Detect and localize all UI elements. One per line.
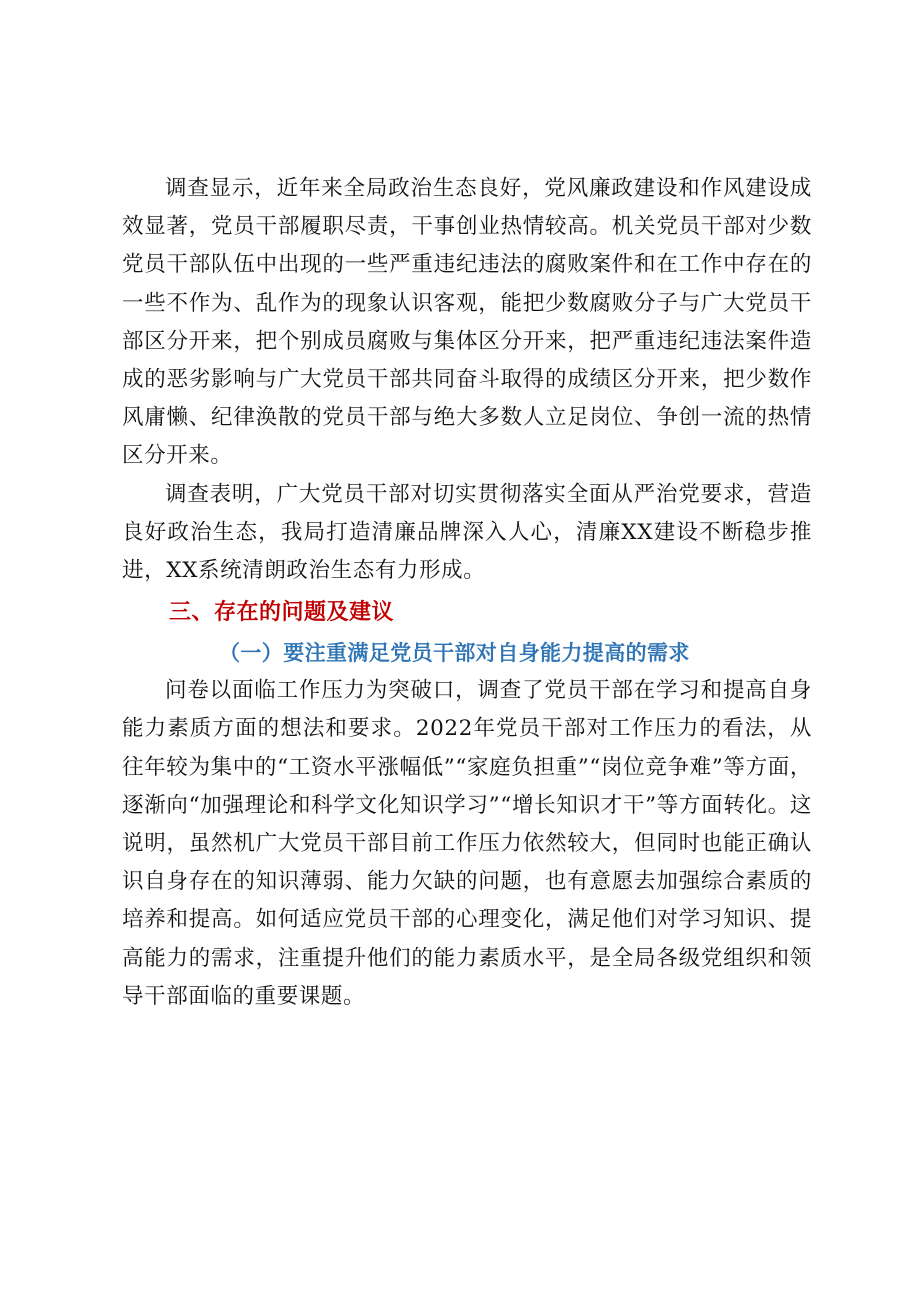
- paragraph-survey-conclusion: 调查表明，广大党员干部对切实贯彻落实全面从严治党要求，营造良好政治生态，我局打造清廉品牌深入人心，清廉XX建设不断稳步推进，XX系统清朗政治生态有力形成。: [122, 481, 812, 584]
- section-heading-problems-suggestions: 三、存在的问题及建议: [169, 600, 395, 626]
- paragraph-work-pressure: 问卷以面临工作压力为突破口，调查了党员干部在学习和提高自身能力素质方面的想法和要求。2022年党员干部对工作压力的看法，从往年较为集中的“工资水平涨幅低”“家庭负担重”“岗位竞争难”等方面，逐渐向“加强理论和科学文化知识学习”“增长知识才干”等方面转化。这说明，虽然机广大党员干部目前工作压力依然较大，但同时也能正确认识自身存在的知识薄弱、能力欠缺的问题，也有意愿去加强综合素质的培养和提高。如何适应党员干部的心理变化，满足他们对学习知识、提高能力的需求，注重提升他们的能力素质水平，是全局各级党组织和领导干部面临的重要课题。: [122, 678, 812, 1009]
- document-body: [122, 170, 812, 1016]
- paragraph-survey-findings: 调查显示，近年来全局政治生态良好，党风廉政建设和作风建设成效显著，党员干部履职尽责，干事创业热情较高。机关党员干部对少数党员干部队伍中出现的一些严重违纪违法的腐败案件和在工作中存在的一些不作为、乱作为的现象认识客观，能把少数腐败分子与广大党员干部区分开来，把个别成员腐败与集体区分开来，把严重违纪违法案件造成的恶劣影响与广大党员干部共同奋斗取得的成绩区分开来，把少数作风庸懒、纪律涣散的党员干部与绝大多数人立足岗位、争创一流的热情区分开来。: [122, 176, 812, 469]
- subsection-heading-capability-needs: （一）要注重满足党员干部对自身能力提高的需求: [219, 640, 690, 666]
